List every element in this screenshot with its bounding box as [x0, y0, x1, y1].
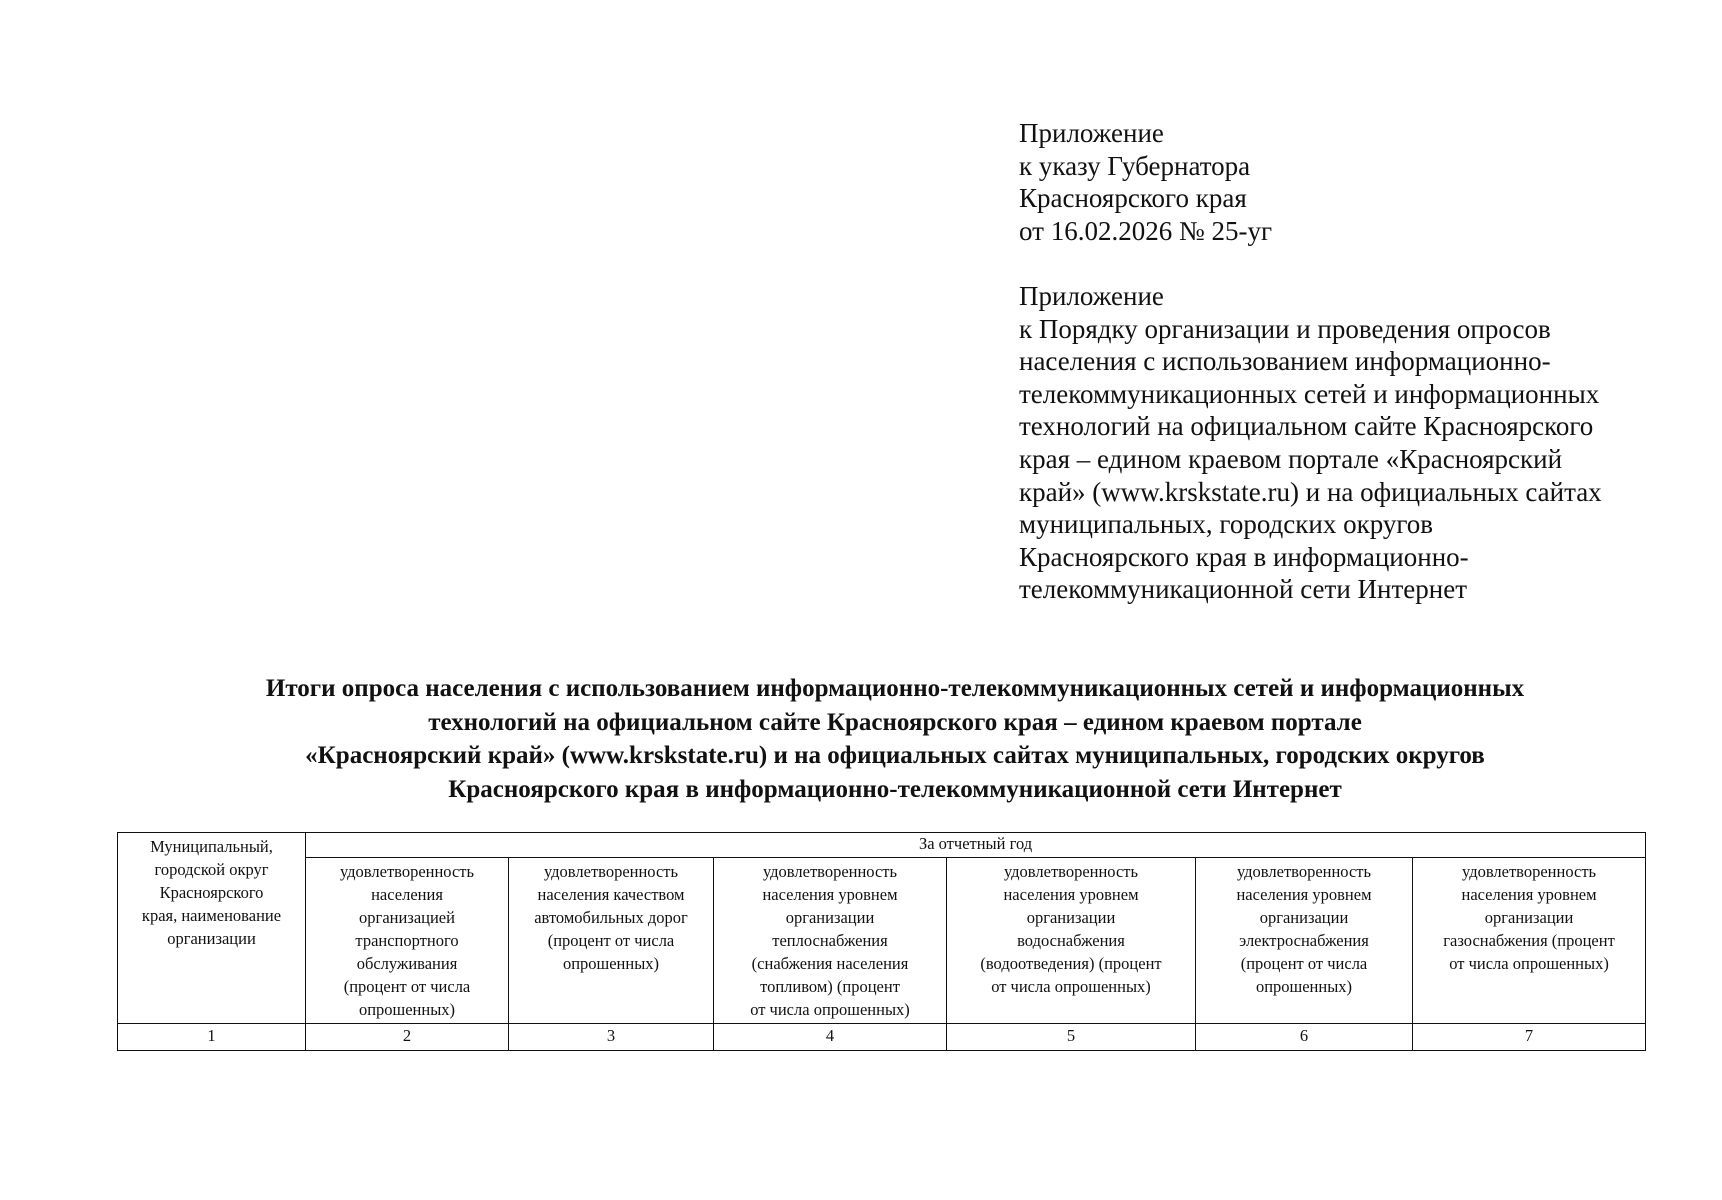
header-line: теплоснабжения	[772, 931, 888, 950]
survey-results-table	[117, 832, 1646, 1051]
header-line: газоснабжения (процент	[1443, 931, 1615, 950]
header-line: электроснабжения	[1239, 931, 1369, 950]
header-line: (снабжения населения	[751, 954, 909, 973]
header-line: (процент от числа	[343, 977, 471, 996]
order-appendix-line: к Порядку организации и проведения опросов	[1019, 313, 1551, 344]
appendix-header-line: от 16.02.2026 № 25-уг	[1019, 215, 1273, 246]
header-line: городской округ	[154, 860, 269, 879]
header-line: организации	[167, 929, 256, 948]
column-number: 4	[714, 1024, 947, 1051]
header-line: населения уровнем	[762, 885, 898, 904]
header-line: удовлетворенность	[543, 862, 679, 881]
order-appendix-line: телекоммуникационных сетей и информационных	[1019, 378, 1600, 409]
header-line: населения качеством	[537, 885, 685, 904]
header-line: топливом) (процент	[760, 977, 900, 996]
header-line: транспортного	[355, 931, 459, 950]
gas-supply-satisfaction-header	[1413, 858, 1646, 1024]
header-line: Муниципальный,	[150, 837, 273, 856]
header-line: организации	[1259, 908, 1349, 927]
header-line: организации	[785, 908, 875, 927]
header-line: обслуживания	[356, 954, 458, 973]
header-line: (процент от числа	[547, 931, 675, 950]
column-number: 2	[306, 1024, 509, 1051]
header-line: удовлетворенность	[762, 862, 898, 881]
roads-satisfaction-header	[509, 858, 714, 1024]
header-line: опрошенных)	[358, 1000, 456, 1019]
column-number: 7	[1413, 1024, 1646, 1051]
header-line: населения уровнем	[1003, 885, 1139, 904]
column-number: 1	[118, 1024, 306, 1051]
order-appendix-line: технологий на официальном сайте Красноярского	[1019, 411, 1594, 442]
appendix-header-line: Красноярского края	[1019, 183, 1247, 214]
title-line: технологий на официальном сайте Красноярского края – едином краевом портале	[428, 708, 1362, 736]
header-line: удовлетворенность	[1236, 862, 1372, 881]
header-line: от числа опрошенных)	[750, 1000, 910, 1019]
decree-appendix-header	[1019, 117, 1679, 247]
electricity-satisfaction-header	[1196, 858, 1413, 1024]
header-line: организации	[1484, 908, 1574, 927]
header-line: от числа опрошенных)	[1449, 954, 1609, 973]
header-line: водоснабжения	[1017, 931, 1125, 950]
water-supply-satisfaction-header	[947, 858, 1196, 1024]
header-line: удовлетворенность	[339, 862, 475, 881]
table-header-row-columns	[118, 858, 1646, 1024]
header-line: опрошенных)	[562, 954, 660, 973]
header-line: автомобильных дорог	[534, 908, 688, 927]
column-number: 5	[947, 1024, 1196, 1051]
municipality-column-header	[118, 833, 306, 1024]
header-line: Красноярского	[159, 883, 264, 902]
title-line: Итоги опроса населения с использованием информационно-телекоммуникационных сетей и информационных	[265, 675, 1525, 702]
header-line: (водоотведения) (процент	[980, 954, 1162, 973]
header-line: организацией	[359, 908, 455, 927]
reporting-year-group-header: За отчетный год	[306, 833, 1646, 858]
header-line: населения	[371, 885, 443, 904]
header-line: населения уровнем	[1236, 885, 1372, 904]
header-line: удовлетворенность	[1461, 862, 1597, 881]
heating-satisfaction-header	[714, 858, 947, 1024]
title-line: Красноярского края в информационно-телекоммуникационной сети Интернет	[448, 775, 1342, 803]
appendix-header-line: к указу Губернатора	[1019, 150, 1251, 181]
column-number: 6	[1196, 1024, 1413, 1051]
order-appendix-line: населения с использованием информационно-	[1019, 346, 1551, 377]
header-line: края, наименование	[141, 906, 282, 925]
order-appendix-line: муниципальных, городских округов	[1019, 509, 1434, 540]
table-header-row-group	[118, 833, 1646, 858]
order-appendix-line: край» (www.krskstate.ru) и на официальных сайтах	[1019, 476, 1602, 507]
header-line: опрошенных)	[1255, 977, 1353, 996]
header-line: от числа опрошенных)	[991, 977, 1151, 996]
transport-satisfaction-header	[306, 858, 509, 1024]
title-line: «Красноярский край» (www.krskstate.ru) и на официальных сайтах муниципальных, городских округов	[305, 742, 1485, 769]
header-line: организации	[1026, 908, 1116, 927]
order-appendix-line: телекоммуникационной сети Интернет	[1019, 574, 1467, 605]
order-appendix-line: Приложение	[1019, 281, 1164, 311]
header-line: удовлетворенность	[1003, 862, 1139, 881]
order-appendix-line: Красноярского края в информационно-	[1019, 541, 1469, 572]
appendix-header-line: Приложение	[1019, 118, 1164, 148]
survey-results-title	[110, 672, 1680, 806]
column-number: 3	[509, 1024, 714, 1051]
order-appendix-header	[1019, 280, 1679, 606]
column-numbers-row	[118, 1024, 1646, 1051]
header-line: населения уровнем	[1461, 885, 1597, 904]
header-line: (процент от числа	[1240, 954, 1368, 973]
order-appendix-line: края – едином краевом портале «Красноярский	[1019, 443, 1563, 474]
